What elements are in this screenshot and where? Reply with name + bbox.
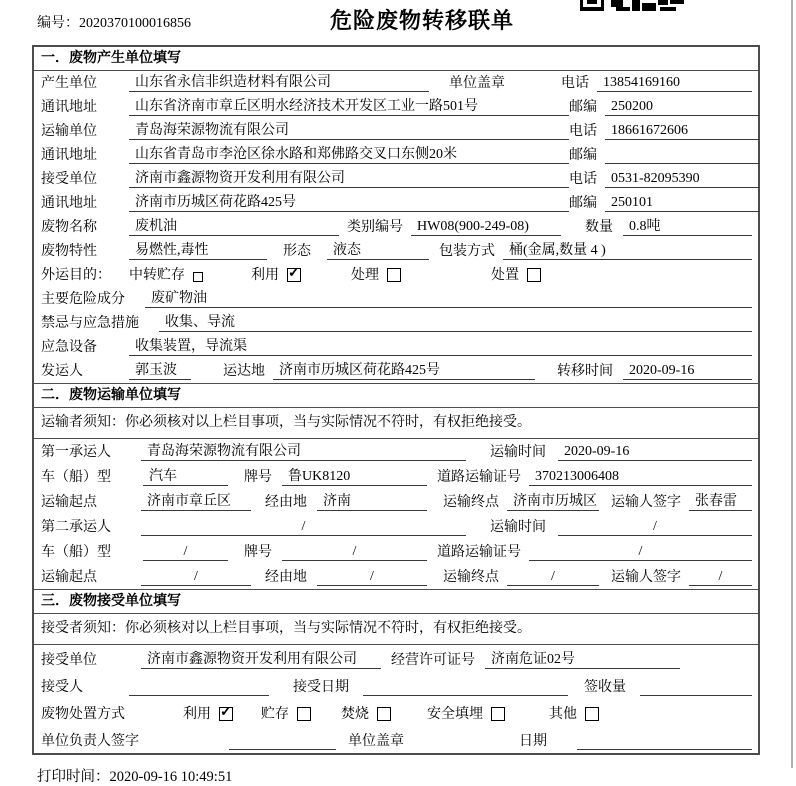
category-code-value: HW08(900-249-08) — [411, 219, 561, 236]
acceptor-value — [129, 679, 269, 696]
transfer-time-label: 转移时间 — [557, 364, 613, 379]
vehicle-type-value: 汽车 — [143, 469, 228, 486]
carrier-signature-2-label: 运输人签字 — [611, 570, 681, 585]
transporter-phone-value: 18661672606 — [605, 123, 760, 140]
manifest-form-table — [32, 45, 760, 755]
quantity-label: 数量 — [585, 220, 613, 235]
transporter-address-label: 通讯地址 — [41, 148, 97, 163]
row-waste-name — [34, 215, 758, 239]
second-carrier-label: 第二承运人 — [41, 520, 111, 535]
transporter-unit-value: 青岛海荣源物流有限公司 — [129, 123, 569, 140]
waste-property-value: 易燃性,毒性 — [129, 243, 267, 260]
waste-name-value: 废机油 — [129, 219, 339, 236]
destination-label: 运达地 — [223, 364, 265, 379]
transporter-phone-label: 电话 — [569, 124, 597, 139]
disposal-landfill-checkbox — [491, 707, 505, 721]
received-amount-label: 签收量 — [584, 680, 626, 695]
scan-page-edge-line — [791, 0, 793, 768]
route-end-label: 运输终点 — [443, 495, 499, 510]
receiver-phone-value: 0531-82095390 — [605, 171, 760, 188]
disposal-incinerate-checkbox — [377, 707, 391, 721]
first-carrier-label: 第一承运人 — [41, 445, 111, 460]
carrier-signature-label: 运输人签字 — [611, 495, 681, 510]
emergency-equipment-value: 收集装置，导流渠 — [129, 339, 752, 356]
producer-phone-label: 电话 — [561, 76, 589, 91]
purpose-option-storage-label: 中转贮存 — [129, 268, 185, 283]
row-receiver-unit — [34, 167, 758, 191]
responsible-signature-label: 单位负责人签字 — [41, 734, 139, 749]
route-start-2-value: / — [141, 569, 251, 586]
emergency-equipment-label: 应急设备 — [41, 340, 97, 355]
row-emergency-equipment — [34, 335, 758, 359]
transporter-unit-label: 运输单位 — [41, 124, 97, 139]
section-producer — [34, 47, 758, 383]
received-amount-value — [640, 679, 752, 696]
document-number — [37, 12, 191, 32]
plate-number-value: 鲁UK8120 — [282, 469, 427, 486]
route-via-value: 济南 — [317, 494, 427, 511]
route-end-value: 济南市历城区 — [507, 494, 599, 511]
transporter-notice: 运输者须知：你必须核对以上栏目事项，当与实际情况不符时，有权拒绝接受。 — [34, 408, 758, 439]
producer-address-label: 通讯地址 — [41, 100, 97, 115]
transport-time-value: 2020-09-16 — [558, 444, 752, 461]
second-carrier-value: / — [141, 519, 466, 536]
business-license-label: 经营许可证号 — [391, 653, 475, 668]
purpose-option-treat-label: 处理 — [351, 268, 379, 283]
disposal-method-label: 废物处置方式 — [41, 707, 125, 722]
print-time-value: 2020-09-16 10:49:51 — [109, 769, 233, 785]
purpose-treat-checkbox — [387, 268, 401, 282]
taboo-measures-value: 收集、导流 — [159, 315, 752, 332]
row-accepting-unit — [34, 645, 758, 672]
disposal-other-label: 其他 — [549, 707, 577, 722]
producer-zip-label: 邮编 — [569, 100, 597, 115]
row-disposal-method — [34, 699, 758, 726]
document-header — [0, 0, 796, 45]
packing-value: 桶(金属,数量 4 ) — [503, 243, 752, 260]
page-title: 危险废物转移联单 — [330, 8, 515, 33]
disposal-landfill-label: 安全填埋 — [427, 707, 483, 722]
disposal-other-checkbox — [585, 707, 599, 721]
document-number-value: 2020370100016856 — [79, 16, 191, 31]
route-end-2-label: 运输终点 — [443, 570, 499, 585]
quantity-value: 0.8吨 — [623, 219, 752, 236]
row-taboo-measures — [34, 311, 758, 335]
transporter-zip-label: 邮编 — [569, 148, 597, 163]
print-time — [37, 765, 796, 786]
accept-date-label: 接受日期 — [293, 680, 349, 695]
disposal-incinerate-label: 焚烧 — [341, 707, 369, 722]
plate-number-label: 牌号 — [244, 470, 272, 485]
responsible-signature-value — [229, 733, 336, 750]
form-label: 形态 — [283, 244, 311, 259]
receiver-zip-label: 邮编 — [569, 196, 597, 211]
carrier-signature-value: 张春雷 — [689, 494, 752, 511]
sign-date-label: 日期 — [519, 734, 547, 749]
row-route-1 — [34, 489, 758, 514]
purpose-utilize-checkbox — [287, 268, 301, 282]
road-permit-label: 道路运输证号 — [437, 470, 521, 485]
receiver-zip-value: 250101 — [605, 195, 760, 212]
vehicle-type-2-label: 车（船）型 — [41, 545, 111, 560]
producer-phone-value: 13854169160 — [597, 75, 752, 92]
receiver-address-value: 济南市历城区荷花路425号 — [129, 195, 569, 212]
unit-seal-2-label: 单位盖章 — [348, 734, 404, 749]
plate-number-2-label: 牌号 — [244, 545, 272, 560]
row-transporter-address — [34, 143, 758, 167]
dispatcher-value: 郭玉波 — [129, 363, 191, 380]
section-receiver — [34, 589, 758, 753]
producer-zip-value: 250200 — [605, 99, 760, 116]
transport-time-label: 运输时间 — [490, 445, 546, 460]
row-route-2 — [34, 564, 758, 589]
document-number-label: 编号： — [37, 16, 79, 31]
accepting-unit-label: 接受单位 — [41, 653, 97, 668]
row-hazard-component — [34, 287, 758, 311]
row-responsible-signature — [34, 726, 758, 753]
route-end-2-value: / — [507, 569, 599, 586]
row-producer-unit — [34, 71, 758, 95]
form-value: 液态 — [327, 243, 429, 260]
vehicle-type-label: 车（船）型 — [41, 470, 111, 485]
disposal-utilize-label: 利用 — [183, 707, 211, 722]
disposal-store-checkbox — [297, 707, 311, 721]
acceptor-label: 接受人 — [41, 680, 83, 695]
section-receiver-header: 三．废物接受单位填写 — [34, 589, 758, 614]
road-permit-2-value: / — [529, 544, 752, 561]
purpose-dispose-checkbox — [527, 268, 541, 282]
print-time-label: 打印时间： — [37, 769, 110, 785]
vehicle-type-2-value: / — [143, 544, 228, 561]
business-license-value: 济南危证02号 — [485, 652, 680, 669]
sign-date-value — [577, 733, 752, 750]
receiver-unit-value: 济南市鑫源物资开发利用有限公司 — [129, 171, 569, 188]
destination-value: 济南市历城区荷花路425号 — [273, 363, 535, 380]
transporter-address-value: 山东省青岛市李沧区徐水路和郑佛路交叉口东侧20米 — [129, 147, 569, 164]
receiver-address-label: 通讯地址 — [41, 196, 97, 211]
route-via-2-label: 经由地 — [265, 570, 307, 585]
purpose-option-dispose-label: 处置 — [491, 268, 519, 283]
road-permit-value: 370213006408 — [529, 469, 752, 486]
row-acceptor — [34, 672, 758, 699]
row-receiver-address — [34, 191, 758, 215]
transport-time-2-value: / — [558, 519, 752, 536]
plate-number-2-value: / — [282, 544, 427, 561]
row-waste-property — [34, 239, 758, 263]
receiver-notice: 接受者须知：你必须核对以上栏目事项，当与实际情况不符时，有权拒绝接受。 — [34, 614, 758, 645]
receiver-unit-label: 接受单位 — [41, 172, 97, 187]
disposal-utilize-checkbox — [219, 707, 233, 721]
route-start-label: 运输起点 — [41, 495, 97, 510]
row-vehicle-type-1 — [34, 464, 758, 489]
route-start-2-label: 运输起点 — [41, 570, 97, 585]
row-producer-address — [34, 95, 758, 119]
row-vehicle-type-2 — [34, 539, 758, 564]
producer-unit-label: 产生单位 — [41, 76, 97, 91]
accepting-unit-value: 济南市鑫源物资开发利用有限公司 — [141, 652, 381, 669]
row-second-carrier — [34, 514, 758, 539]
waste-property-label: 废物特性 — [41, 244, 97, 259]
qr-code-fragment-icon — [580, 0, 684, 11]
row-transporter-unit — [34, 119, 758, 143]
route-via-label: 经由地 — [265, 495, 307, 510]
row-transfer-purpose — [34, 263, 758, 287]
section-producer-header: 一．废物产生单位填写 — [34, 47, 758, 71]
category-code-label: 类别编号 — [347, 220, 403, 235]
transfer-purpose-label: 外运目的： — [41, 268, 111, 283]
row-dispatcher — [34, 359, 758, 383]
receiver-phone-label: 电话 — [569, 172, 597, 187]
purpose-option-utilize-label: 利用 — [251, 268, 279, 283]
purpose-storage-checkbox — [193, 272, 203, 282]
carrier-signature-2-value: / — [689, 569, 752, 586]
route-via-2-value: / — [317, 569, 427, 586]
section-transporter — [34, 383, 758, 589]
first-carrier-value: 青岛海荣源物流有限公司 — [141, 444, 466, 461]
transport-time-2-label: 运输时间 — [490, 520, 546, 535]
hazard-component-value: 废矿物油 — [145, 291, 752, 308]
transfer-time-value: 2020-09-16 — [623, 363, 752, 380]
road-permit-2-label: 道路运输证号 — [437, 545, 521, 560]
taboo-measures-label: 禁忌与应急措施 — [41, 316, 139, 331]
producer-address-value: 山东省济南市章丘区明水经济技术开发区工业一路501号 — [129, 99, 569, 116]
disposal-store-label: 贮存 — [261, 707, 289, 722]
producer-unit-value: 山东省永信非织造材料有限公司 — [129, 75, 429, 92]
waste-name-label: 废物名称 — [41, 220, 97, 235]
section-transporter-header: 二．废物运输单位填写 — [34, 383, 758, 408]
transporter-zip-value — [605, 147, 760, 164]
dispatcher-label: 发运人 — [41, 364, 83, 379]
unit-seal-label: 单位盖章 — [449, 76, 505, 91]
hazard-component-label: 主要危险成分 — [41, 292, 125, 307]
packing-label: 包装方式 — [439, 244, 495, 259]
route-start-value: 济南市章丘区 — [141, 494, 251, 511]
accept-date-value — [363, 679, 568, 696]
row-first-carrier — [34, 439, 758, 464]
